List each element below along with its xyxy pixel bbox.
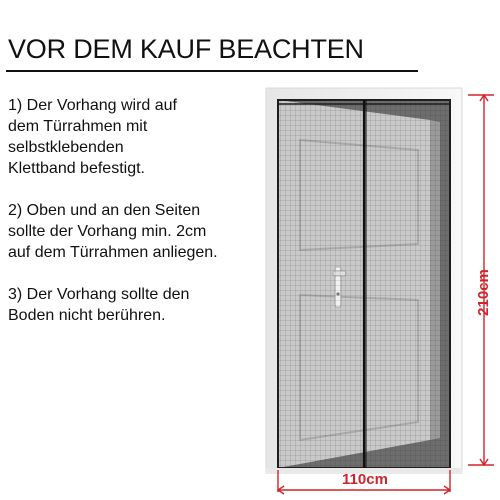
note-line: selbstklebenden xyxy=(8,139,124,156)
note-line: auf dem Türrahmen anliegen. xyxy=(8,244,218,261)
note-3 xyxy=(8,284,270,326)
height-value: 210cm xyxy=(474,268,492,316)
note-line: 1) Der Vorhang wird auf xyxy=(8,97,177,114)
note-2 xyxy=(8,200,270,263)
height-label xyxy=(472,247,494,337)
note-line: 2) Oben und an den Seiten xyxy=(8,202,201,219)
title-underline xyxy=(6,70,418,72)
title: VOR DEM KAUF BEACHTEN xyxy=(8,34,364,64)
note-line: 3) Der Vorhang sollte den xyxy=(8,286,190,303)
note-line: Klettband befestigt. xyxy=(8,160,145,177)
width-label: 110cm xyxy=(342,471,388,488)
note-line: Boden nicht berühren. xyxy=(8,307,166,324)
note-line: sollte der Vorhang min. 2cm xyxy=(8,223,207,240)
mesh-curtain xyxy=(278,100,450,468)
note-1 xyxy=(8,95,270,179)
note-line: dem Türrahmen mit xyxy=(8,118,148,135)
door-figure xyxy=(260,80,500,500)
